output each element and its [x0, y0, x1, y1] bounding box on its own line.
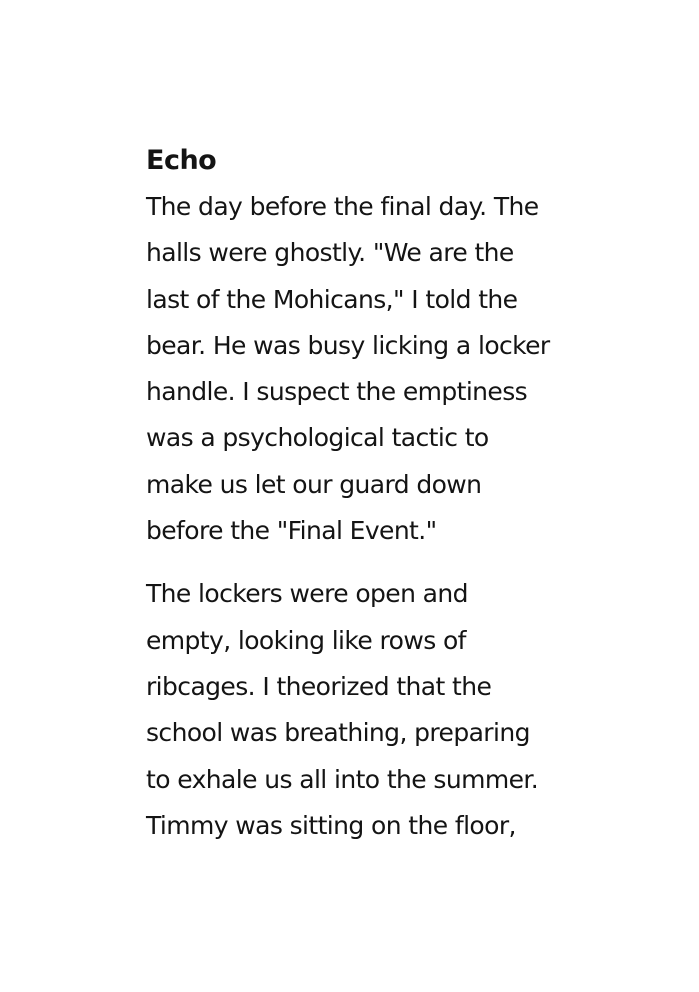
- paragraph-line: bear. He was busy licking a locker: [146, 330, 550, 360]
- paragraph-line: school was breathing, preparing: [146, 718, 530, 748]
- paragraph-line: Timmy was sitting on the floor,: [146, 810, 516, 840]
- paragraph-line: was a psychological tactic to: [146, 423, 489, 453]
- paragraph-line: before the "Final Event.": [146, 516, 437, 546]
- paragraph-line: make us let our guard down: [146, 469, 482, 499]
- paragraph-2: [146, 571, 566, 849]
- paragraph-line: to exhale us all into the summer.: [146, 764, 539, 794]
- paragraph-1: [146, 184, 566, 554]
- paragraph-line: handle. I suspect the emptiness: [146, 377, 528, 407]
- paragraph-line: The lockers were open and: [146, 579, 468, 609]
- paragraph-line: ribcages. I theorized that the: [146, 671, 492, 701]
- section-heading: Echo: [146, 145, 217, 176]
- paragraph-line: halls were ghostly. "We are the: [146, 238, 514, 268]
- paragraph-line: empty, looking like rows of: [146, 625, 466, 655]
- document-page: [146, 138, 566, 849]
- paragraph-line: The day before the final day. The: [146, 192, 539, 221]
- paragraph-line: last of the Mohicans," I told the: [146, 284, 518, 314]
